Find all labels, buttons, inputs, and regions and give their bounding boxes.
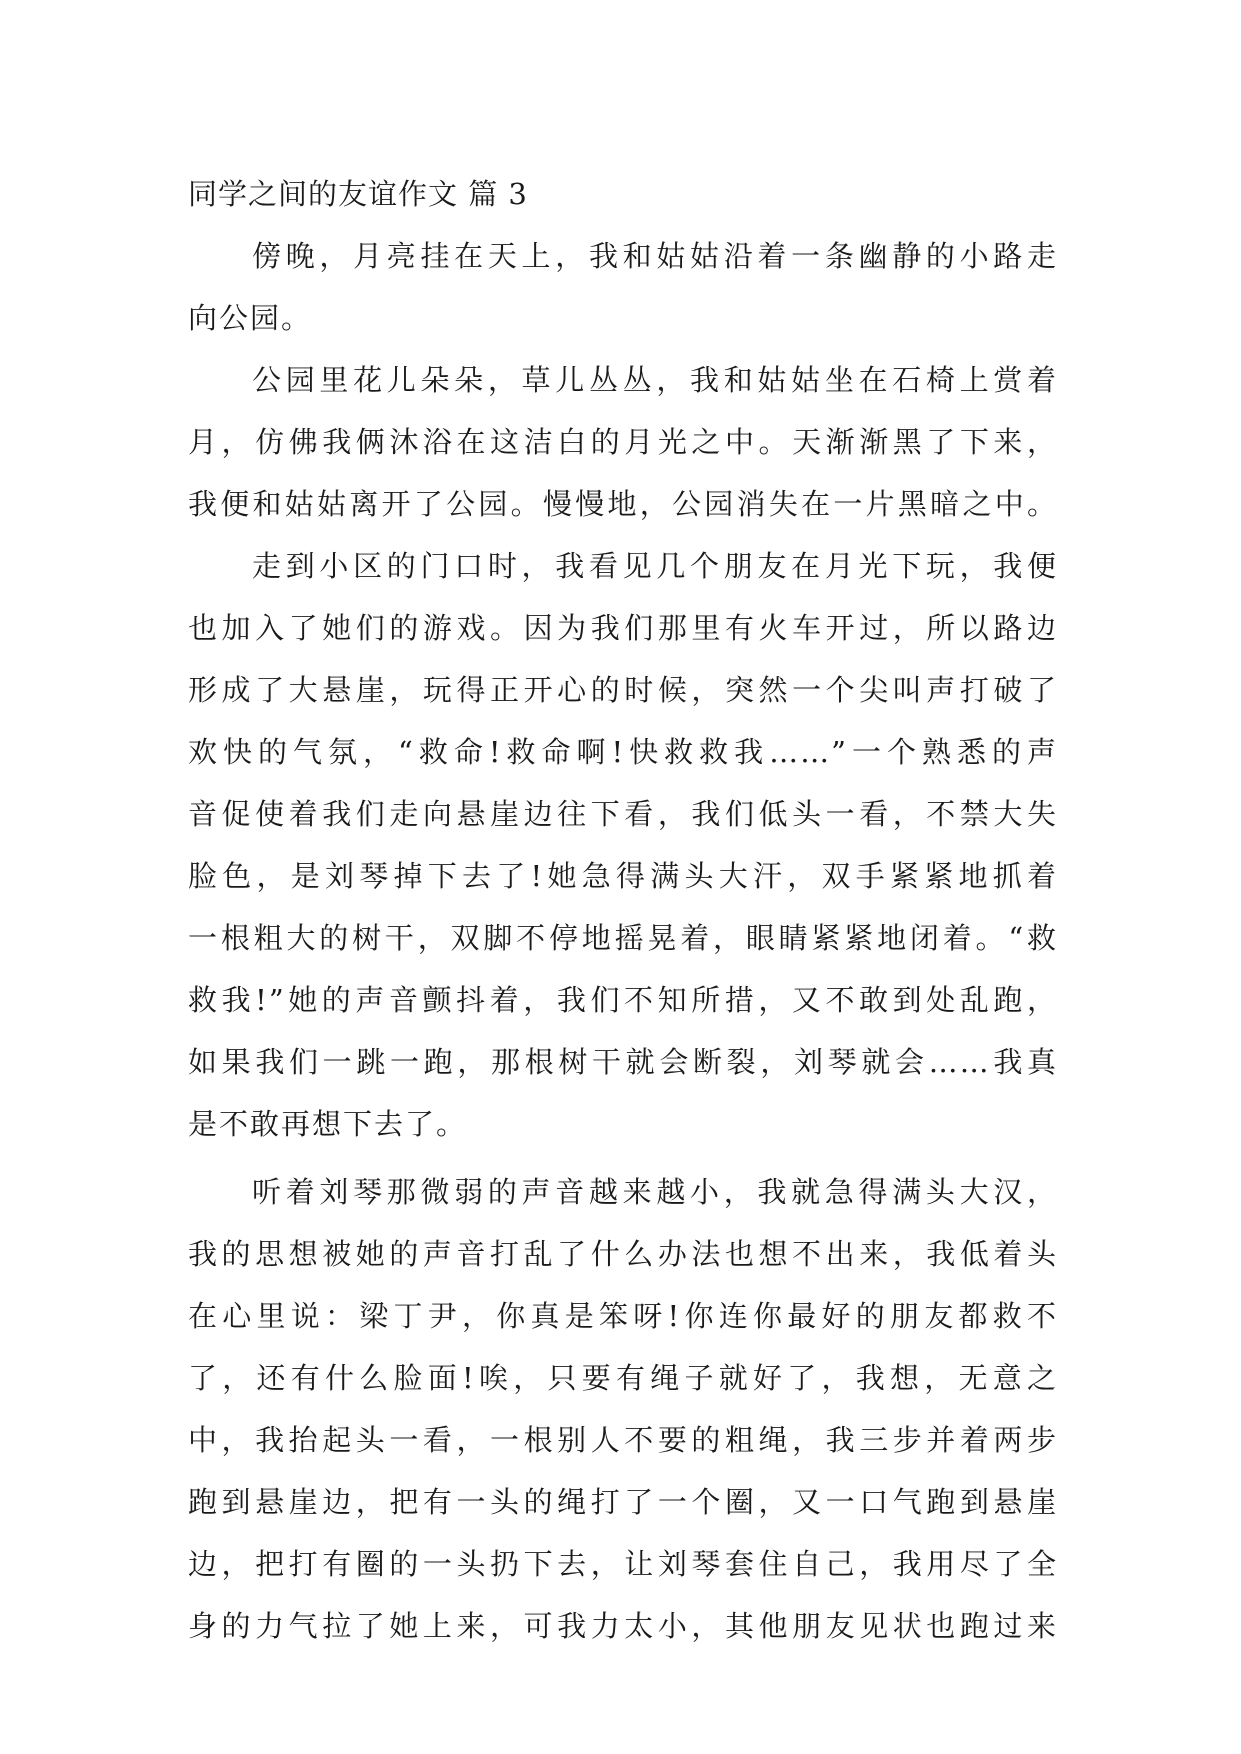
text-line: 音促使着我们走向悬崖边往下看，我们低头一看，不禁大失 — [188, 797, 1058, 831]
text-line: 走到小区的门口时，我看见几个朋友在月光下玩，我便 — [252, 549, 1058, 583]
paragraph-1 — [188, 225, 1058, 349]
text-line: 身的力气拉了她上来，可我力太小，其他朋友见状也跑过来 — [188, 1609, 1058, 1643]
document-body — [188, 163, 1058, 1657]
text-line: 形成了大悬崖，玩得正开心的时候，突然一个尖叫声打破了 — [188, 673, 1058, 707]
document-title: 同学之间的友谊作文 篇 3 — [188, 177, 528, 211]
text-line: 听着刘琴那微弱的声音越来越小，我就急得满头大汉， — [252, 1175, 1058, 1209]
text-line: 我的思想被她的声音打乱了什么办法也想不出来，我低着头 — [188, 1237, 1058, 1271]
text-line: 如果我们一跳一跑，那根树干就会断裂，刘琴就会……我真 — [188, 1045, 1058, 1079]
text-line: 公园里花儿朵朵，草儿丛丛，我和姑姑坐在石椅上赏着 — [252, 363, 1058, 397]
text-line: 傍晚，月亮挂在天上，我和姑姑沿着一条幽静的小路走 — [252, 239, 1058, 273]
text-line: 月，仿佛我俩沐浴在这洁白的月光之中。天渐渐黑了下来， — [188, 425, 1058, 459]
text-line: 欢快的气氛，“救命!救命啊!快救救我……”一个熟悉的声 — [188, 735, 1058, 769]
paragraph-2 — [188, 349, 1058, 535]
text-line: 救我!”她的声音颤抖着，我们不知所措，又不敢到处乱跑， — [188, 983, 1058, 1017]
text-line: 是不敢再想下去了。 — [188, 1107, 468, 1141]
paragraph-3 — [188, 535, 1058, 1155]
text-line: 中，我抬起头一看，一根别人不要的粗绳，我三步并着两步 — [188, 1423, 1058, 1457]
text-line: 我便和姑姑离开了公园。慢慢地，公园消失在一片黑暗之中。 — [188, 487, 1058, 521]
text-line: 在心里说：梁丁尹，你真是笨呀!你连你最好的朋友都救不 — [188, 1299, 1058, 1333]
paragraph-4 — [188, 1161, 1058, 1657]
text-line: 边，把打有圈的一头扔下去，让刘琴套住自己，我用尽了全 — [188, 1547, 1058, 1581]
text-line: 也加入了她们的游戏。因为我们那里有火车开过，所以路边 — [188, 611, 1058, 645]
text-line: 脸色，是刘琴掉下去了!她急得满头大汗，双手紧紧地抓着 — [188, 859, 1058, 893]
text-line: 跑到悬崖边，把有一头的绳打了一个圈，又一口气跑到悬崖 — [188, 1485, 1058, 1519]
text-line: 了，还有什么脸面!唉，只要有绳子就好了，我想，无意之 — [188, 1361, 1058, 1395]
text-line: 一根粗大的树干，双脚不停地摇晃着，眼睛紧紧地闭着。“救 — [188, 921, 1058, 955]
text-line: 向公园。 — [188, 301, 313, 335]
